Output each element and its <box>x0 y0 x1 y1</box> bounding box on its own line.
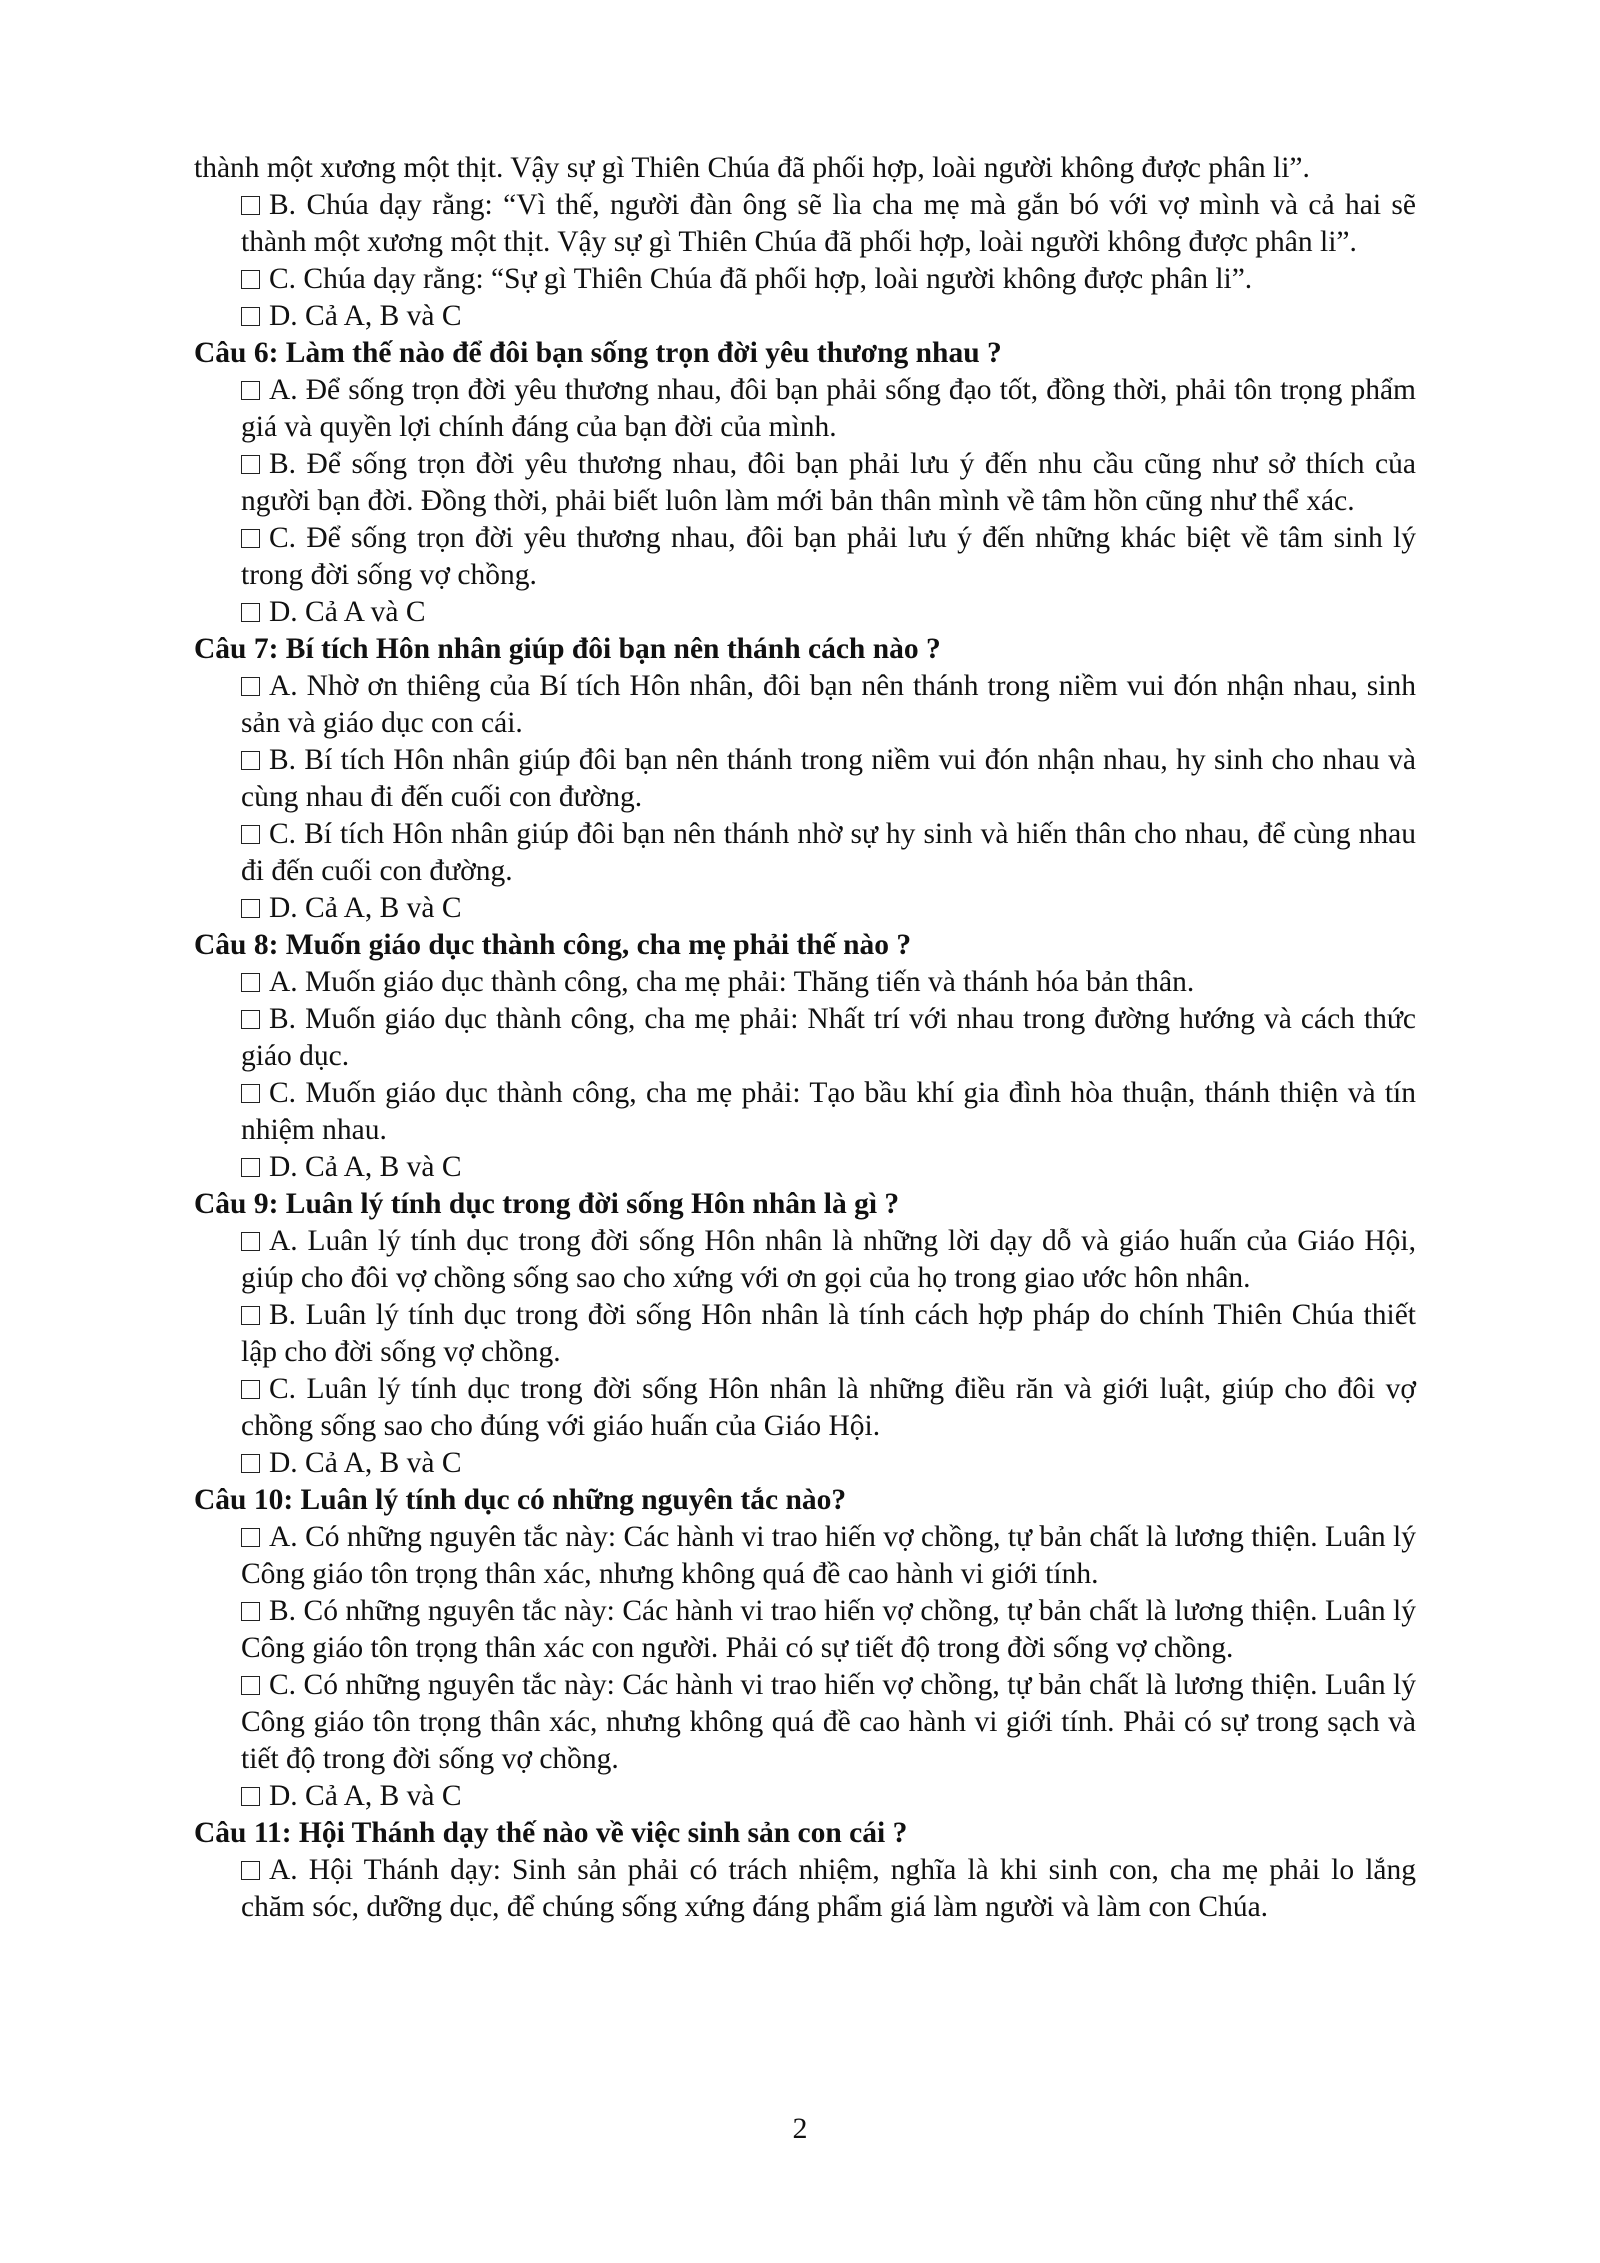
answer-option[interactable] <box>194 1223 1416 1297</box>
answer-option[interactable] <box>194 1593 1416 1667</box>
checkbox-icon[interactable] <box>241 1454 260 1473</box>
question-title: Câu 6: Làm thế nào để đôi bạn sống trọn đời yêu thương nhau ? <box>194 337 1002 369</box>
answer-text: C. Chúa dạy rằng: “Sự gì Thiên Chúa đã phối hợp, loài người không được phân li”. <box>269 263 1253 295</box>
question-title: Câu 9: Luân lý tính dục trong đời sống Hôn nhân là gì ? <box>194 1188 900 1220</box>
checkbox-icon[interactable] <box>241 973 260 992</box>
checkbox-icon[interactable] <box>241 529 260 548</box>
answer-option[interactable] <box>194 1852 1416 1926</box>
answer-option[interactable] <box>194 594 1416 631</box>
document-page <box>194 150 1416 1926</box>
answer-option[interactable] <box>194 1075 1416 1149</box>
checkbox-icon[interactable] <box>241 1676 260 1695</box>
answer-text: B. Có những nguyên tắc này: Các hành vi trao hiến vợ chồng, tự bản chất là lương thiện. Luân lý Công giáo tôn trọng thân xác con người. Phải có sự tiết độ trong đời sống vợ chồng. <box>241 1595 1416 1664</box>
answer-option[interactable] <box>194 1001 1416 1075</box>
answer-text: D. Cả A, B và C <box>269 1447 462 1479</box>
checkbox-icon[interactable] <box>241 1861 260 1880</box>
answer-text: C. Để sống trọn đời yêu thương nhau, đôi bạn phải lưu ý đến những khác biệt về tâm sinh lý trong đời sống vợ chồng. <box>241 522 1416 591</box>
answer-option[interactable] <box>194 1667 1416 1778</box>
question-title: Câu 7: Bí tích Hôn nhân giúp đôi bạn nên thánh cách nào ? <box>194 633 941 665</box>
answer-text: C. Luân lý tính dục trong đời sống Hôn nhân là những điều răn và giới luật, giúp cho đôi vợ chồng sống sao cho đúng với giáo huấn của Giáo Hội. <box>241 1373 1416 1442</box>
checkbox-icon[interactable] <box>241 1232 260 1251</box>
answer-text: B. Bí tích Hôn nhân giúp đôi bạn nên thánh trong niềm vui đón nhận nhau, hy sinh cho nhau và cùng nhau đi đến cuối con đường. <box>241 744 1416 813</box>
answer-text: B. Để sống trọn đời yêu thương nhau, đôi bạn phải lưu ý đến nhu cầu cũng như sở thích của người bạn đời. Đồng thời, phải biết luôn làm mới bản thân mình về tâm hồn cũng như thể xác. <box>241 448 1416 517</box>
answer-text: D. Cả A, B và C <box>269 892 462 924</box>
checkbox-icon[interactable] <box>241 381 260 400</box>
answer-option[interactable] <box>194 816 1416 890</box>
answer-text: B. Chúa dạy rằng: “Vì thế, người đàn ông sẽ lìa cha mẹ mà gắn bó với vợ mình và cả hai sẽ thành một xương một thịt. Vậy sự gì Thiên Chúa đã phối hợp, loài người không được phân li”. <box>241 189 1416 258</box>
checkbox-icon[interactable] <box>241 1528 260 1547</box>
checkbox-icon[interactable] <box>241 677 260 696</box>
answer-text: D. Cả A, B và C <box>269 300 462 332</box>
answer-text: A. Nhờ ơn thiêng của Bí tích Hôn nhân, đôi bạn nên thánh trong niềm vui đón nhận nhau, sinh sản và giáo dục con cái. <box>241 670 1416 739</box>
answer-option[interactable] <box>194 298 1416 335</box>
checkbox-icon[interactable] <box>241 455 260 474</box>
answer-text: A. Muốn giáo dục thành công, cha mẹ phải: Thăng tiến và thánh hóa bản thân. <box>269 966 1195 998</box>
answer-option[interactable] <box>194 964 1416 1001</box>
answer-option[interactable] <box>194 1149 1416 1186</box>
checkbox-icon[interactable] <box>241 1010 260 1029</box>
answer-text: A. Có những nguyên tắc này: Các hành vi trao hiến vợ chồng, tự bản chất là lương thiện. Luân lý Công giáo tôn trọng thân xác, nhưng không quá đề cao hành vi giới tính. <box>241 1521 1416 1590</box>
answer-option[interactable] <box>194 1445 1416 1482</box>
checkbox-icon[interactable] <box>241 1084 260 1103</box>
checkbox-icon[interactable] <box>241 1787 260 1806</box>
answer-text: A. Hội Thánh dạy: Sinh sản phải có trách nhiệm, nghĩa là khi sinh con, cha mẹ phải lo lắng chăm sóc, dưỡng dục, để chúng sống xứng đáng phẩm giá làm người và làm con Chúa. <box>241 1854 1416 1923</box>
answer-text: D. Cả A, B và C <box>269 1151 462 1183</box>
checkbox-icon[interactable] <box>241 1602 260 1621</box>
checkbox-icon[interactable] <box>241 603 260 622</box>
answer-text: A. Luân lý tính dục trong đời sống Hôn nhân là những lời dạy dỗ và giáo huấn của Giáo Hội, giúp cho đôi vợ chồng sống sao cho xứng với ơn gọi của họ trong giao ước hôn nhân. <box>241 1225 1416 1294</box>
answer-option[interactable] <box>194 1778 1416 1815</box>
answer-option[interactable] <box>194 520 1416 594</box>
answer-option[interactable] <box>194 187 1416 261</box>
answer-option[interactable] <box>194 1371 1416 1445</box>
checkbox-icon[interactable] <box>241 1306 260 1325</box>
answer-text: B. Muốn giáo dục thành công, cha mẹ phải: Nhất trí với nhau trong đường hướng và cách thức giáo dục. <box>241 1003 1416 1072</box>
answer-option[interactable] <box>194 446 1416 520</box>
answer-option[interactable] <box>194 261 1416 298</box>
answer-option[interactable] <box>194 372 1416 446</box>
checkbox-icon[interactable] <box>241 270 260 289</box>
answer-option[interactable] <box>194 668 1416 742</box>
checkbox-icon[interactable] <box>241 899 260 918</box>
answer-text: D. Cả A, B và C <box>269 1780 462 1812</box>
answer-text: C. Bí tích Hôn nhân giúp đôi bạn nên thánh nhờ sự hy sinh và hiến thân cho nhau, để cùng nhau đi đến cuối con đường. <box>241 818 1416 887</box>
question-list <box>194 335 1416 1926</box>
answer-option[interactable] <box>194 1519 1416 1593</box>
answer-option[interactable] <box>194 890 1416 927</box>
answer-option[interactable] <box>194 742 1416 816</box>
checkbox-icon[interactable] <box>241 751 260 770</box>
question-title: Câu 11: Hội Thánh dạy thế nào về việc sinh sản con cái ? <box>194 1817 908 1849</box>
checkbox-icon[interactable] <box>241 196 260 215</box>
checkbox-icon[interactable] <box>241 1380 260 1399</box>
answer-option[interactable] <box>194 1297 1416 1371</box>
page-number: 2 <box>792 2112 808 2145</box>
answer-text: A. Để sống trọn đời yêu thương nhau, đôi bạn phải sống đạo tốt, đồng thời, phải tôn trọng phẩm giá và quyền lợi chính đáng của bạn đời của mình. <box>241 374 1416 443</box>
checkbox-icon[interactable] <box>241 307 260 326</box>
answer-text: C. Có những nguyên tắc này: Các hành vi trao hiến vợ chồng, tự bản chất là lương thiện. Luân lý Công giáo tôn trọng thân xác, nhưng không quá đề cao hành vi giới tính. Phải có sự trong sạch và tiết độ trong đời sống vợ chồng. <box>241 1669 1416 1775</box>
checkbox-icon[interactable] <box>241 825 260 844</box>
answer-text: C. Muốn giáo dục thành công, cha mẹ phải: Tạo bầu khí gia đình hòa thuận, thánh thiện và tín nhiệm nhau. <box>241 1077 1416 1146</box>
answer-text: D. Cả A và C <box>269 596 426 628</box>
question-title: Câu 8: Muốn giáo dục thành công, cha mẹ phải thế nào ? <box>194 929 912 961</box>
checkbox-icon[interactable] <box>241 1158 260 1177</box>
question-title: Câu 10: Luân lý tính dục có những nguyên tắc nào? <box>194 1484 847 1516</box>
answer-text: B. Luân lý tính dục trong đời sống Hôn nhân là tính cách hợp pháp do chính Thiên Chúa thiết lập cho đời sống vợ chồng. <box>241 1299 1416 1368</box>
continued-answer-a-text: thành một xương một thịt. Vậy sự gì Thiên Chúa đã phối hợp, loài người không được phân li”. <box>194 152 1310 184</box>
